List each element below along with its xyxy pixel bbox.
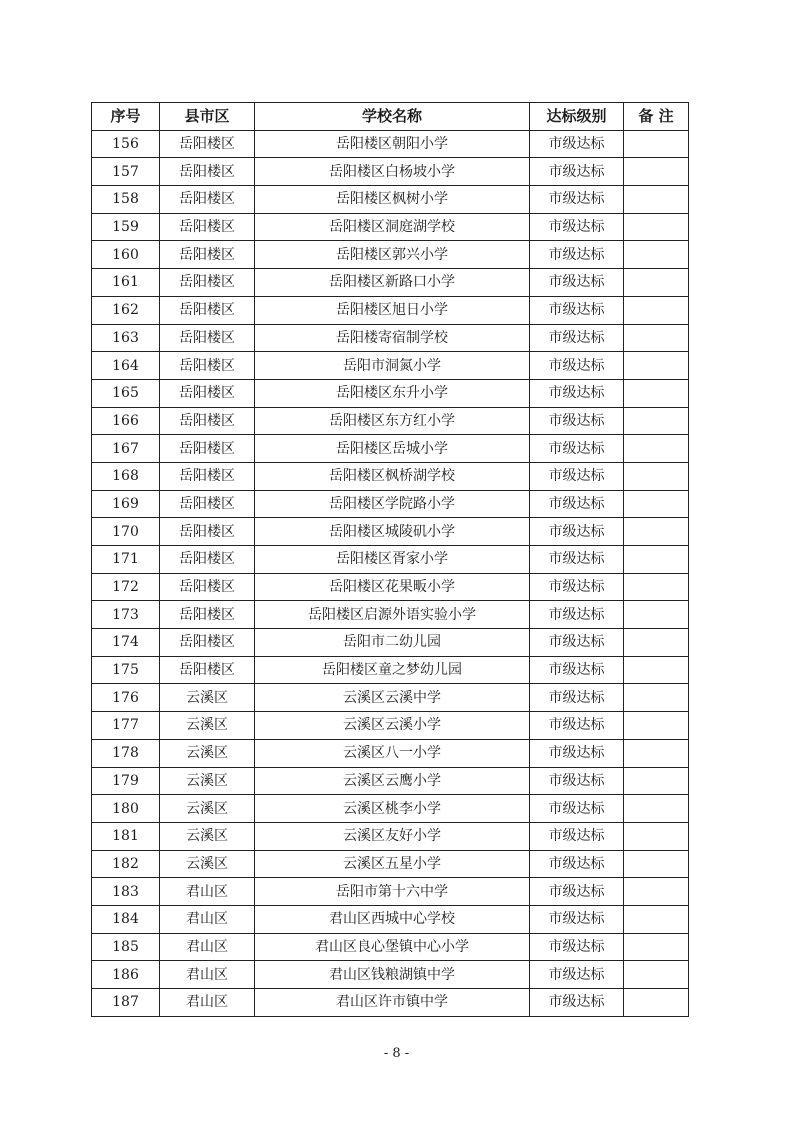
county-cell: 君山区 xyxy=(160,989,255,1017)
table-row xyxy=(92,490,689,518)
serial-number-cell: 169 xyxy=(92,490,160,518)
remarks-cell xyxy=(624,822,689,850)
county-cell: 岳阳楼区 xyxy=(160,435,255,463)
remarks-cell xyxy=(624,905,689,933)
county-cell: 岳阳楼区 xyxy=(160,130,255,158)
table-header-row xyxy=(92,103,689,131)
county-cell: 岳阳楼区 xyxy=(160,241,255,269)
county-cell: 岳阳楼区 xyxy=(160,213,255,241)
county-cell: 君山区 xyxy=(160,878,255,906)
remarks-cell xyxy=(624,462,689,490)
standard-level-cell: 市级达标 xyxy=(530,989,624,1017)
standard-level-cell: 市级达标 xyxy=(530,933,624,961)
school-name-cell: 云溪区云溪中学 xyxy=(255,684,530,712)
serial-number-cell: 158 xyxy=(92,186,160,214)
school-name-cell: 岳阳楼区新路口小学 xyxy=(255,269,530,297)
standard-level-cell: 市级达标 xyxy=(530,352,624,380)
table-row xyxy=(92,767,689,795)
serial-number-cell: 181 xyxy=(92,822,160,850)
remarks-cell xyxy=(624,490,689,518)
remarks-cell xyxy=(624,573,689,601)
remarks-cell xyxy=(624,878,689,906)
serial-number-cell: 164 xyxy=(92,352,160,380)
standard-level-cell: 市级达标 xyxy=(530,961,624,989)
remarks-cell xyxy=(624,213,689,241)
serial-number-cell: 156 xyxy=(92,130,160,158)
standard-level-cell: 市级达标 xyxy=(530,435,624,463)
serial-number-cell: 170 xyxy=(92,518,160,546)
serial-number-cell: 159 xyxy=(92,213,160,241)
serial-number-cell: 183 xyxy=(92,878,160,906)
county-cell: 岳阳楼区 xyxy=(160,379,255,407)
county-cell: 岳阳楼区 xyxy=(160,269,255,297)
remarks-cell xyxy=(624,241,689,269)
remarks-cell xyxy=(624,629,689,657)
table-row xyxy=(92,269,689,297)
standard-level-cell: 市级达标 xyxy=(530,795,624,823)
school-name-cell: 岳阳楼区岳城小学 xyxy=(255,435,530,463)
standard-level-cell: 市级达标 xyxy=(530,186,624,214)
table-row xyxy=(92,158,689,186)
school-name-cell: 君山区西城中心学校 xyxy=(255,905,530,933)
serial-number-cell: 163 xyxy=(92,324,160,352)
standard-level-cell: 市级达标 xyxy=(530,656,624,684)
school-name-cell: 岳阳市第十六中学 xyxy=(255,878,530,906)
table-row xyxy=(92,739,689,767)
serial-number-cell: 172 xyxy=(92,573,160,601)
header-serial-number: 序号 xyxy=(92,103,160,131)
remarks-cell xyxy=(624,850,689,878)
remarks-cell xyxy=(624,352,689,380)
county-cell: 岳阳楼区 xyxy=(160,296,255,324)
table-row xyxy=(92,961,689,989)
standard-level-cell: 市级达标 xyxy=(530,130,624,158)
serial-number-cell: 161 xyxy=(92,269,160,297)
remarks-cell xyxy=(624,296,689,324)
standard-level-cell: 市级达标 xyxy=(530,684,624,712)
county-cell: 岳阳楼区 xyxy=(160,573,255,601)
school-name-cell: 岳阳楼区朝阳小学 xyxy=(255,130,530,158)
serial-number-cell: 166 xyxy=(92,407,160,435)
county-cell: 岳阳楼区 xyxy=(160,629,255,657)
school-name-cell: 岳阳楼寄宿制学校 xyxy=(255,324,530,352)
serial-number-cell: 168 xyxy=(92,462,160,490)
county-cell: 岳阳楼区 xyxy=(160,158,255,186)
standard-level-cell: 市级达标 xyxy=(530,158,624,186)
county-cell: 云溪区 xyxy=(160,850,255,878)
remarks-cell xyxy=(624,961,689,989)
standard-level-cell: 市级达标 xyxy=(530,822,624,850)
remarks-cell xyxy=(624,130,689,158)
serial-number-cell: 178 xyxy=(92,739,160,767)
standard-level-cell: 市级达标 xyxy=(530,462,624,490)
header-school-name: 学校名称 xyxy=(255,103,530,131)
serial-number-cell: 175 xyxy=(92,656,160,684)
remarks-cell xyxy=(624,158,689,186)
standard-level-cell: 市级达标 xyxy=(530,905,624,933)
school-name-cell: 云溪区桃李小学 xyxy=(255,795,530,823)
school-name-cell: 岳阳楼区东方红小学 xyxy=(255,407,530,435)
standard-level-cell: 市级达标 xyxy=(530,850,624,878)
standard-level-cell: 市级达标 xyxy=(530,241,624,269)
school-name-cell: 岳阳楼区学院路小学 xyxy=(255,490,530,518)
remarks-cell xyxy=(624,546,689,574)
serial-number-cell: 176 xyxy=(92,684,160,712)
serial-number-cell: 157 xyxy=(92,158,160,186)
serial-number-cell: 186 xyxy=(92,961,160,989)
standard-level-cell: 市级达标 xyxy=(530,573,624,601)
county-cell: 岳阳楼区 xyxy=(160,546,255,574)
table-row xyxy=(92,656,689,684)
table-row xyxy=(92,712,689,740)
county-cell: 云溪区 xyxy=(160,739,255,767)
standard-level-cell: 市级达标 xyxy=(530,739,624,767)
serial-number-cell: 167 xyxy=(92,435,160,463)
school-name-cell: 岳阳楼区东升小学 xyxy=(255,379,530,407)
county-cell: 君山区 xyxy=(160,933,255,961)
table-row xyxy=(92,352,689,380)
standard-level-cell: 市级达标 xyxy=(530,601,624,629)
standard-level-cell: 市级达标 xyxy=(530,490,624,518)
page-number: - 8 - xyxy=(383,1046,410,1061)
table-row xyxy=(92,130,689,158)
table-row xyxy=(92,822,689,850)
header-county: 县市区 xyxy=(160,103,255,131)
county-cell: 君山区 xyxy=(160,961,255,989)
table-row xyxy=(92,462,689,490)
serial-number-cell: 174 xyxy=(92,629,160,657)
serial-number-cell: 160 xyxy=(92,241,160,269)
standard-level-cell: 市级达标 xyxy=(530,629,624,657)
serial-number-cell: 180 xyxy=(92,795,160,823)
table-row xyxy=(92,795,689,823)
table-row xyxy=(92,905,689,933)
standard-level-cell: 市级达标 xyxy=(530,546,624,574)
school-name-cell: 岳阳楼区洞庭湖学校 xyxy=(255,213,530,241)
county-cell: 岳阳楼区 xyxy=(160,186,255,214)
remarks-cell xyxy=(624,186,689,214)
table-row xyxy=(92,629,689,657)
serial-number-cell: 177 xyxy=(92,712,160,740)
remarks-cell xyxy=(624,739,689,767)
table-row xyxy=(92,435,689,463)
school-name-cell: 君山区许市镇中学 xyxy=(255,989,530,1017)
school-name-cell: 岳阳楼区旭日小学 xyxy=(255,296,530,324)
remarks-cell xyxy=(624,989,689,1017)
school-standards-table xyxy=(91,102,689,1017)
county-cell: 岳阳楼区 xyxy=(160,324,255,352)
school-name-cell: 云溪区云溪小学 xyxy=(255,712,530,740)
remarks-cell xyxy=(624,795,689,823)
remarks-cell xyxy=(624,407,689,435)
standard-level-cell: 市级达标 xyxy=(530,379,624,407)
school-name-cell: 岳阳楼区郭兴小学 xyxy=(255,241,530,269)
remarks-cell xyxy=(624,684,689,712)
standard-level-cell: 市级达标 xyxy=(530,213,624,241)
remarks-cell xyxy=(624,518,689,546)
county-cell: 云溪区 xyxy=(160,795,255,823)
serial-number-cell: 173 xyxy=(92,601,160,629)
serial-number-cell: 182 xyxy=(92,850,160,878)
school-name-cell: 岳阳楼区花果畈小学 xyxy=(255,573,530,601)
table-row xyxy=(92,324,689,352)
remarks-cell xyxy=(624,601,689,629)
school-name-cell: 君山区钱粮湖镇中学 xyxy=(255,961,530,989)
remarks-cell xyxy=(624,379,689,407)
table-row xyxy=(92,407,689,435)
table-row xyxy=(92,379,689,407)
school-name-cell: 岳阳市洞氮小学 xyxy=(255,352,530,380)
serial-number-cell: 185 xyxy=(92,933,160,961)
table-row xyxy=(92,850,689,878)
county-cell: 岳阳楼区 xyxy=(160,407,255,435)
school-name-cell: 岳阳楼区城陵矶小学 xyxy=(255,518,530,546)
table-row xyxy=(92,601,689,629)
table-row xyxy=(92,518,689,546)
school-name-cell: 岳阳楼区启源外语实验小学 xyxy=(255,601,530,629)
remarks-cell xyxy=(624,712,689,740)
standard-level-cell: 市级达标 xyxy=(530,878,624,906)
header-standard-level: 达标级别 xyxy=(530,103,624,131)
county-cell: 云溪区 xyxy=(160,684,255,712)
county-cell: 云溪区 xyxy=(160,767,255,795)
remarks-cell xyxy=(624,324,689,352)
remarks-cell xyxy=(624,933,689,961)
serial-number-cell: 179 xyxy=(92,767,160,795)
header-remarks: 备 注 xyxy=(624,103,689,131)
table-row xyxy=(92,296,689,324)
table-row xyxy=(92,241,689,269)
county-cell: 君山区 xyxy=(160,905,255,933)
table-row xyxy=(92,933,689,961)
school-name-cell: 云溪区云鹰小学 xyxy=(255,767,530,795)
county-cell: 岳阳楼区 xyxy=(160,601,255,629)
school-name-cell: 岳阳楼区枫桥湖学校 xyxy=(255,462,530,490)
serial-number-cell: 165 xyxy=(92,379,160,407)
standard-level-cell: 市级达标 xyxy=(530,767,624,795)
remarks-cell xyxy=(624,656,689,684)
school-name-cell: 岳阳楼区胥家小学 xyxy=(255,546,530,574)
serial-number-cell: 187 xyxy=(92,989,160,1017)
county-cell: 岳阳楼区 xyxy=(160,462,255,490)
remarks-cell xyxy=(624,269,689,297)
county-cell: 岳阳楼区 xyxy=(160,352,255,380)
standard-level-cell: 市级达标 xyxy=(530,269,624,297)
county-cell: 云溪区 xyxy=(160,712,255,740)
table-row xyxy=(92,186,689,214)
table-row xyxy=(92,573,689,601)
county-cell: 岳阳楼区 xyxy=(160,518,255,546)
table-row xyxy=(92,989,689,1017)
standard-level-cell: 市级达标 xyxy=(530,712,624,740)
serial-number-cell: 162 xyxy=(92,296,160,324)
county-cell: 岳阳楼区 xyxy=(160,490,255,518)
table-row xyxy=(92,213,689,241)
school-name-cell: 云溪区五星小学 xyxy=(255,850,530,878)
serial-number-cell: 171 xyxy=(92,546,160,574)
standard-level-cell: 市级达标 xyxy=(530,407,624,435)
school-name-cell: 岳阳楼区童之梦幼儿园 xyxy=(255,656,530,684)
table-row xyxy=(92,878,689,906)
remarks-cell xyxy=(624,435,689,463)
table-body xyxy=(92,130,689,1016)
serial-number-cell: 184 xyxy=(92,905,160,933)
standard-level-cell: 市级达标 xyxy=(530,296,624,324)
school-name-cell: 云溪区八一小学 xyxy=(255,739,530,767)
standard-level-cell: 市级达标 xyxy=(530,324,624,352)
table-row xyxy=(92,684,689,712)
school-name-cell: 岳阳市二幼儿园 xyxy=(255,629,530,657)
remarks-cell xyxy=(624,767,689,795)
school-name-cell: 云溪区友好小学 xyxy=(255,822,530,850)
standard-level-cell: 市级达标 xyxy=(530,518,624,546)
school-name-cell: 岳阳楼区白杨坡小学 xyxy=(255,158,530,186)
school-name-cell: 君山区良心堡镇中心小学 xyxy=(255,933,530,961)
county-cell: 岳阳楼区 xyxy=(160,656,255,684)
school-name-cell: 岳阳楼区枫树小学 xyxy=(255,186,530,214)
county-cell: 云溪区 xyxy=(160,822,255,850)
table-row xyxy=(92,546,689,574)
